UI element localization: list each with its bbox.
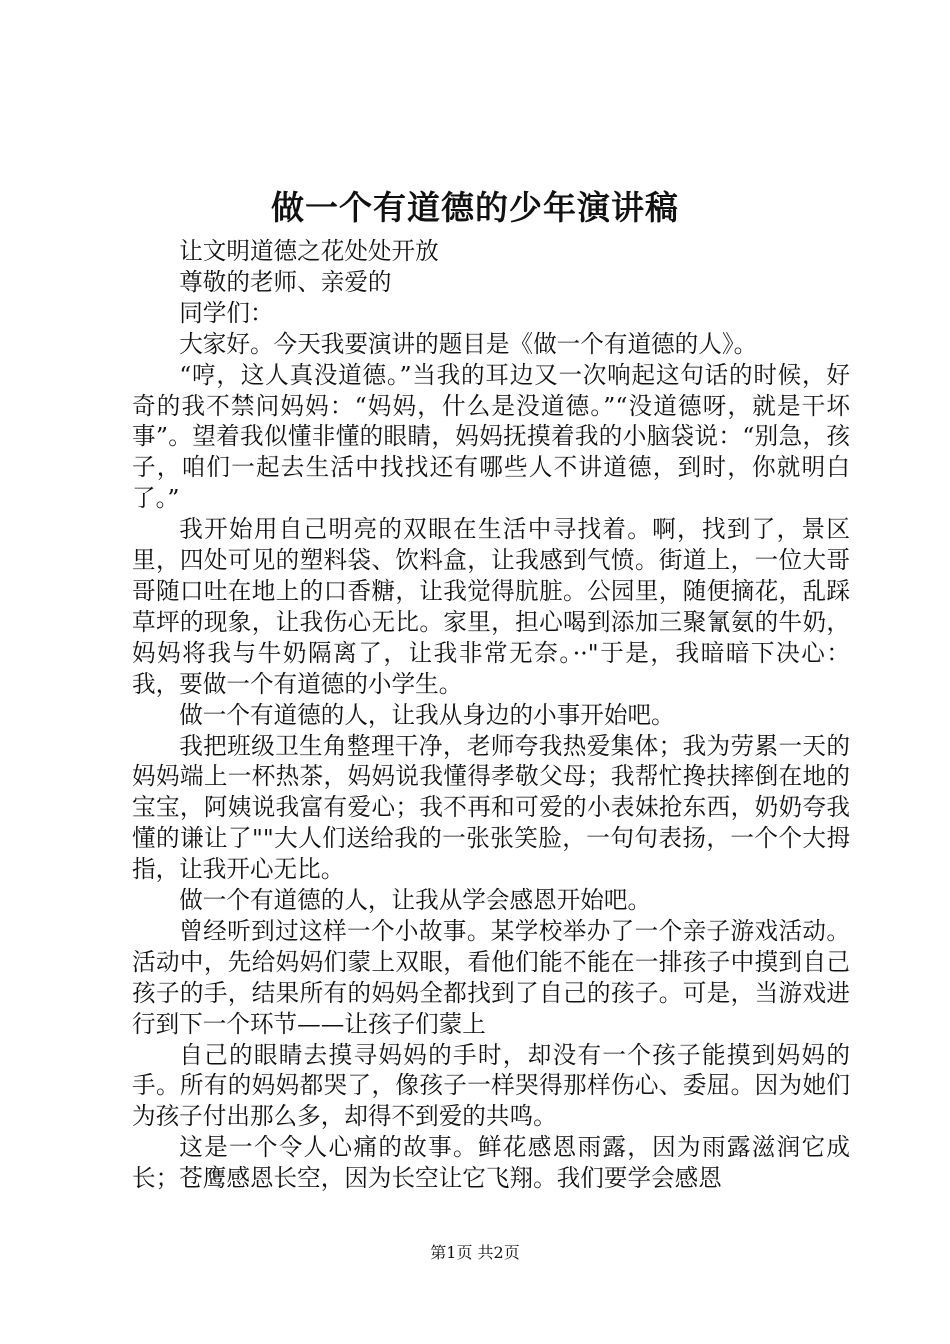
document-body <box>132 236 850 1194</box>
document-title: 做一个有道德的少年演讲稿 <box>271 188 679 227</box>
paragraph: “哼，这人真没道德。”当我的耳边又一次响起这句话的时候，好奇的我不禁问妈妈：“妈妈，什么是没道德。”“没道德呀，就是干坏事”。望着我似懂非懂的眼睛，妈妈抚摸着我的小脑袋说：“别急，孩子，咱们一起去生活中找找还有哪些人不讲道德，到时，你就明白了。” <box>132 360 850 513</box>
paragraph: 曾经听到过这样一个小故事。某学校举办了一个亲子游戏活动。活动中，先给妈妈们蒙上双眼，看他们能不能在一排孩子中摸到自己孩子的手，结果所有的妈妈全都找到了自己的孩子。可是，当游戏进行到下一个环节——让孩子们蒙上 <box>132 916 850 1038</box>
paragraph: 我开始用自己明亮的双眼在生活中寻找着。啊，找到了，景区里，四处可见的塑料袋、饮料盒，让我感到气愤。街道上，一位大哥哥随口吐在地上的口香糖，让我觉得肮脏。公园里，随便摘花，乱踩草坪的现象，让我伤心无比。家里，担心喝到添加三聚氰氨的牛奶，妈妈将我与牛奶隔离了，让我非常无奈。··"于是，我暗暗下决心：我，要做一个有道德的小学生。 <box>132 515 850 698</box>
paragraph-salutation: 尊敬的老师、亲爱的 <box>179 267 392 296</box>
paragraph-subtitle: 让文明道德之花处处开放 <box>179 237 439 265</box>
paragraph: 这是一个令人心痛的故事。鲜花感恩雨露，因为雨露滋润它成长；苍鹰感恩长空，因为长空让它飞翔。我们要学会感恩 <box>132 1133 850 1193</box>
paragraph-salutation-cont: 同学们： <box>179 298 274 327</box>
paragraph: 自己的眼睛去摸寻妈妈的手时，却没有一个孩子能摸到妈妈的手。所有的妈妈都哭了，像孩子一样哭得那样伤心、委屈。因为她们为孩子付出那么多，却得不到爱的共鸣。 <box>132 1040 850 1131</box>
page-footer: 第1页 共2页 <box>430 1243 520 1262</box>
paragraph: 做一个有道德的人，让我从学会感恩开始吧。 <box>179 886 652 915</box>
paragraph: 做一个有道德的人，让我从身边的小事开始吧。 <box>179 700 675 729</box>
paragraph: 我把班级卫生角整理干净，老师夸我热爱集体；我为劳累一天的妈妈端上一杯热茶，妈妈说我懂得孝敬父母；我帮忙搀扶摔倒在地的宝宝，阿姨说我富有爱心；我不再和可爱的小表妹抢东西，奶奶夸我懂的谦让了""大人们送给我的一张张笑脸，一句句表扬，一个个大拇指，让我开心无比。 <box>132 731 850 884</box>
paragraph-greeting: 大家好。今天我要演讲的题目是《做一个有道德的人》。 <box>179 329 758 358</box>
